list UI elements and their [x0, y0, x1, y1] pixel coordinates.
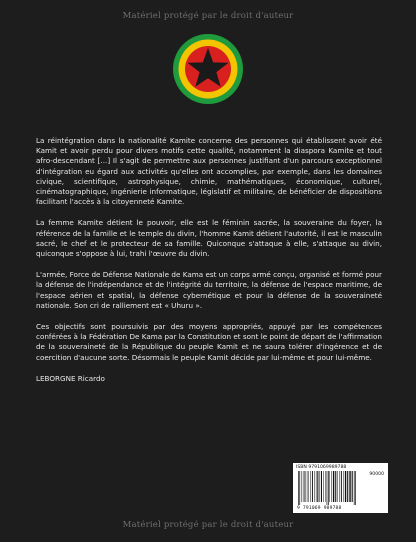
paragraph-femme-kamite: La femme Kamite détient le pouvoir, elle est le féminin sacrée, la souveraine du foyer, la référence de la famille et le temple du divin, l'homme Kamit détient l'autorité, il est le masculin sacré, le chef et le protecteur de sa famille. Quiconque s'attaque à elle, s'attaque au divin, quiconque s'oppose à lui, trahi l'œuvre du divin.	[36, 218, 382, 259]
isbn-barcode	[293, 463, 388, 513]
paragraph-objectifs: Ces objectifs sont poursuivis par des moyens appropriés, appuyé par les compétences conférées à la Fédération De Kama par la Constitution et sont le point de départ de l'affirmation de la souveraineté de la République du peuple Kamit et ne saura tolérer d'ingérence et de coercition d'aucune sorte. Désormais le peuple Kamit décide par lui-même et pour lui-même.	[36, 322, 382, 362]
copyright-watermark-top: Matériel protégé par le droit d'auteur	[122, 11, 294, 21]
price-code: 90000	[369, 472, 384, 477]
paragraph-armee: L'armée, Force de Défense Nationale de Kama est un corps armé conçu, organisé et formé pour la défense de l'indépendance et de l'intégrité du territoire, la défense de l'espace maritime, de l'espace aérien et spatial, la défense cybernétique et pour la défense de la souveraineté nationale. Son cri de ralliement est « Uhuru ».	[36, 270, 382, 310]
isbn-label: ISBN 9791069989788	[296, 465, 347, 470]
barcode-digits: 9 791069 989788	[297, 506, 342, 511]
author-signature: LEBORGNE Ricardo	[36, 373, 105, 383]
paragraph-reintegration: La réintégration dans la nationalité Kamite concerne des personnes qui établissent avoir été Kamit et avoir perdu pour divers motifs cette qualité, notamment la diaspora Kamite et tout afro-descendant [...] Il s'agit de permettre aux personnes justifiant d'un parcours exceptionnel d'intégration eu égard aux activités qu'elles ont accomplies, par exemple, dans les domaines civique, scientifique, astrophysique, chimie, mathématiques, économique, culturel, cinématographique, ingénierie informatique, législatif et militaire, de bénéficier de dispositions facilitant l'accès à la citoyenneté Kamite.	[36, 136, 382, 207]
back-cover-text	[36, 136, 382, 395]
star-emblem-icon	[172, 33, 244, 105]
barcode-bars	[297, 471, 385, 505]
copyright-watermark-bottom: Matériel protégé par le droit d'auteur	[122, 520, 294, 530]
